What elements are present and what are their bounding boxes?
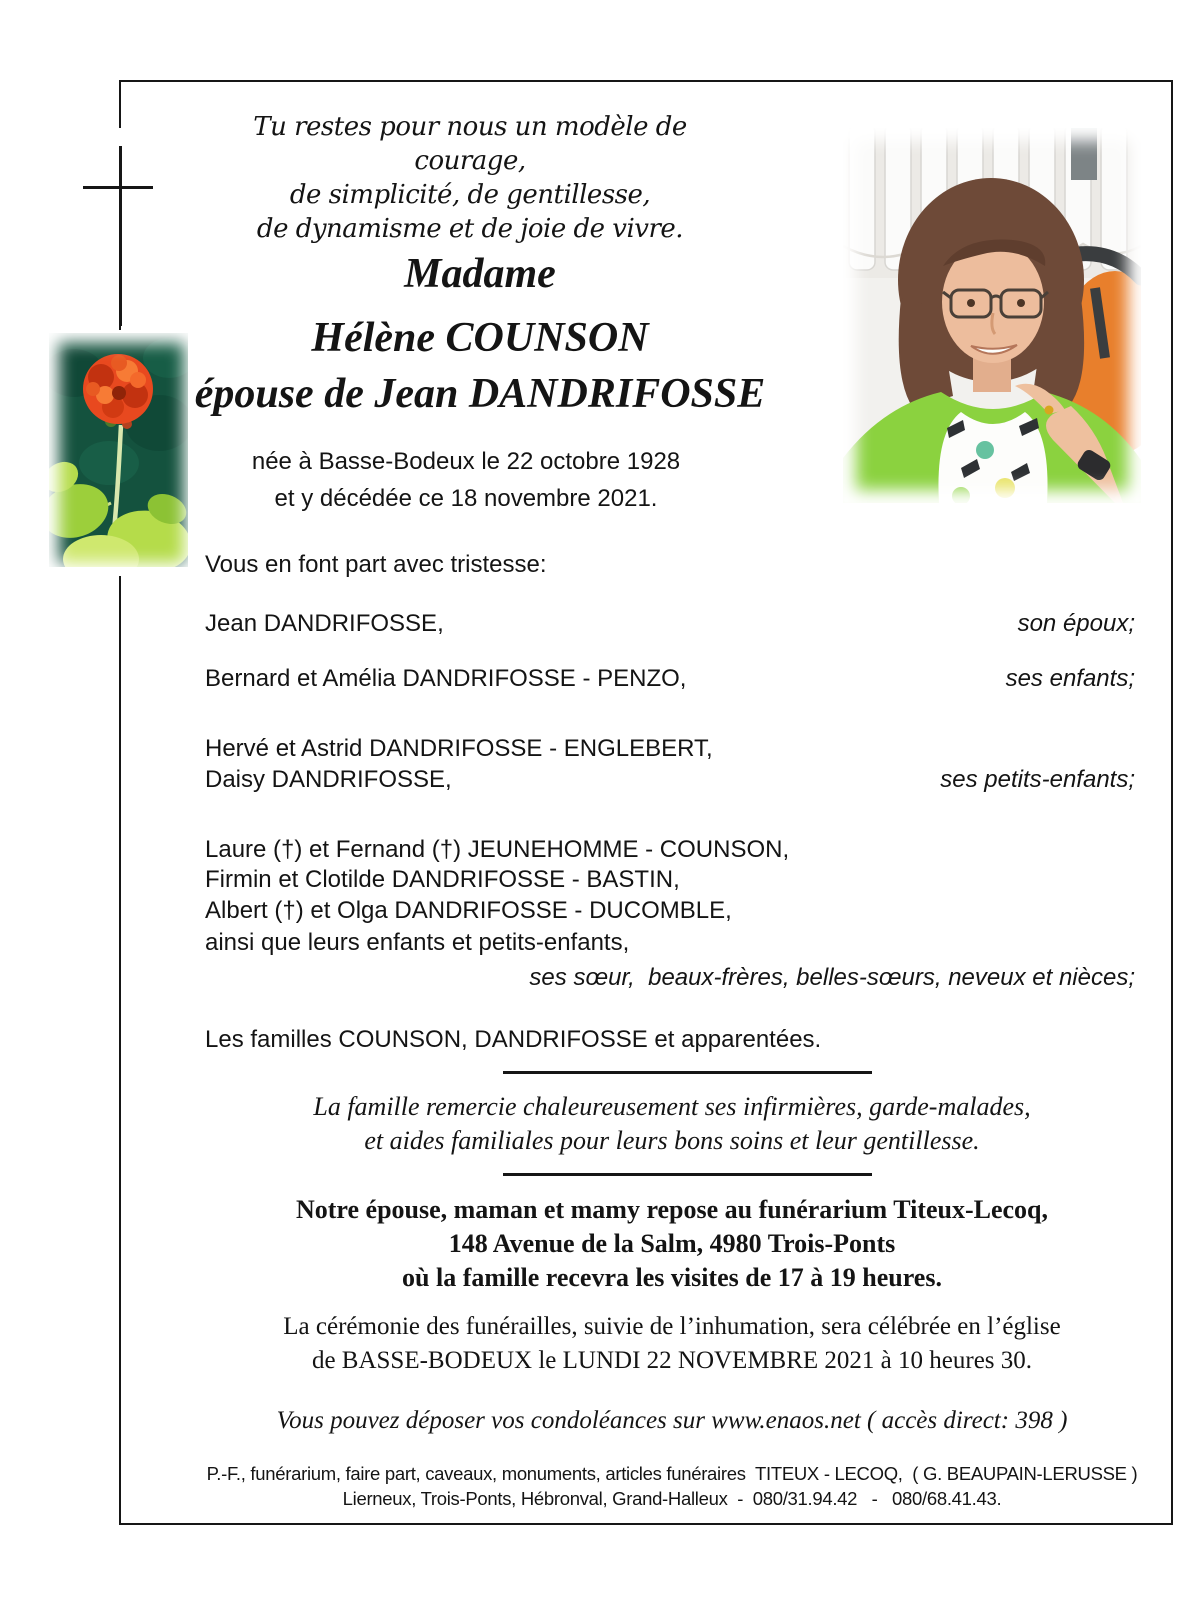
quote-line-1: Tu restes pour nous un modèle de courage, [253,112,687,176]
family-names: Laure (†) et Fernand (†) JEUNEHOMME - COUNSON, [205,836,790,863]
thanks-note [272,1090,1072,1158]
ceremony-note [272,1310,1072,1378]
repose-line-3: où la famille recevra les visites de 17 à 19 heures. [402,1263,942,1292]
family-relation: son époux; [1017,610,1135,637]
family-row [205,610,1135,638]
opening-quote [200,110,740,246]
cross-gap [115,128,125,148]
family-names: Jean DANDRIFOSSE, [205,610,444,637]
quote-line-3: de dynamisme et de joie de vivre. [256,214,684,244]
family-row [205,766,1135,794]
family-names: ainsi que leurs enfants et petits-enfants, [205,929,630,956]
salutation: Madame [404,251,556,297]
footer-line-1: P.-F., funérarium, faire part, caveaux, monuments, articles funéraires TITEUX - LECOQ, ( G. BEAUPAIN-LERUSSE ) [206,1463,1138,1484]
quote-line-2: de simplicité, de gentillesse, [289,180,651,210]
family-relation: ses enfants; [1005,665,1135,692]
cross-vertical-bar [119,146,122,326]
family-names: Hervé et Astrid DANDRIFOSSE - ENGLEBERT, [205,735,713,762]
deceased-name: Hélène COUNSON [311,315,649,361]
repose-note [272,1193,1072,1295]
thanks-line-1: La famille remercie chaleureusement ses infirmières, garde-malades, [313,1092,1031,1121]
family-names: Bernard et Amélia DANDRIFOSSE - PENZO, [205,665,687,692]
spouse-line: épouse de Jean DANDRIFOSSE [194,371,766,417]
family-relation: ses petits-enfants; [940,766,1135,793]
divider-line [503,1071,872,1074]
death-line: et y décédée ce 18 novembre 2021. [274,485,658,512]
family-row [205,665,1135,693]
birth-line: née à Basse-Bodeux le 22 octobre 1928 [251,448,681,475]
family-names: Daisy DANDRIFOSSE, [205,766,452,793]
ceremony-line-1: La cérémonie des funérailles, suivie de l’inhumation, sera célébrée en l’église [283,1313,1061,1340]
portrait-illustration [843,128,1141,503]
funeral-home-footer [172,1461,1172,1511]
footer-line-2: Lierneux, Trois-Ponts, Hébronval, Grand-Halleux - 080/31.94.42 - 080/68.41.43. [342,1488,1002,1509]
family-names: Albert (†) et Olga DANDRIFOSSE - DUCOMBLE, [205,897,732,924]
announcement-intro: Vous en font part avec tristesse: [205,551,547,578]
deceased-heading [180,250,780,418]
cross-horizontal-bar [83,186,153,189]
condolences-line: Vous pouvez déposer vos condoléances sur www.enaos.net ( accès direct: 398 ) [276,1407,1068,1434]
thanks-line-2: et aides familiales pour leurs bons soins et leur gentillesse. [364,1126,980,1155]
repose-line-1: Notre épouse, maman et mamy repose au funérarium Titeux-Lecoq, [295,1195,1048,1224]
divider-line [503,1173,872,1176]
relation-summary: ses sœur, beaux-frères, belles-sœurs, neveux et nièces; [529,964,1135,991]
family-names: Firmin et Clotilde DANDRIFOSSE - BASTIN, [205,866,680,893]
ceremony-line-2: de BASSE-BODEUX le LUNDI 22 NOVEMBRE 2021 à 10 heures 30. [311,1347,1033,1374]
repose-line-2: 148 Avenue de la Salm, 4980 Trois-Ponts [448,1229,896,1258]
families-line: Les familles COUNSON, DANDRIFOSSE et apparentées. [205,1026,822,1053]
portrait-photo [843,128,1141,503]
